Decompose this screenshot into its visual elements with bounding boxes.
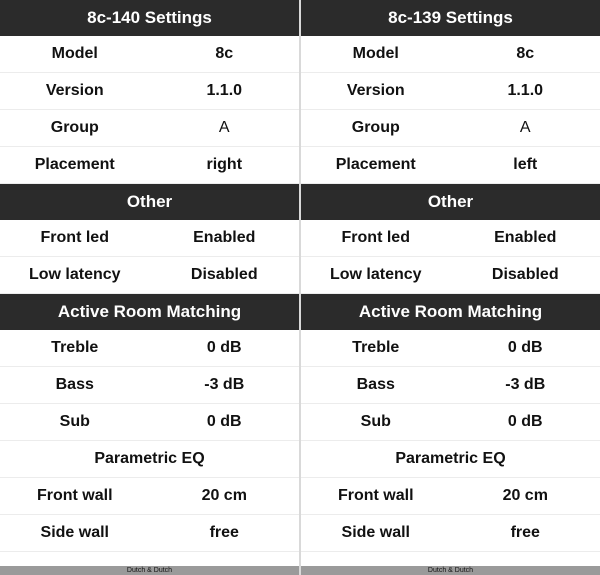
- treble-label: Treble: [51, 339, 99, 356]
- group-label: Group: [351, 119, 400, 136]
- model-value: 8c: [215, 45, 234, 62]
- other-section-header: Other: [0, 184, 299, 220]
- low-latency-label: Low latency: [329, 266, 422, 283]
- front-wall-row[interactable]: [0, 478, 299, 515]
- model-value: 8c: [516, 45, 535, 62]
- placement-label: Placement: [34, 156, 115, 173]
- front-wall-label: Front wall: [36, 487, 113, 504]
- sub-label: Sub: [59, 413, 90, 430]
- side-wall-label: Side wall: [341, 524, 410, 541]
- front-led-row[interactable]: [301, 220, 600, 257]
- low-latency-row[interactable]: [301, 257, 600, 294]
- treble-row[interactable]: [301, 330, 600, 367]
- side-wall-value[interactable]: free: [510, 524, 540, 541]
- parametric-eq-header: Parametric EQ: [0, 441, 299, 478]
- group-row[interactable]: [301, 110, 600, 147]
- placement-value[interactable]: left: [513, 156, 538, 173]
- sub-row[interactable]: [0, 404, 299, 441]
- panel-title: 8c-139 Settings: [301, 0, 600, 36]
- bass-row[interactable]: [301, 367, 600, 404]
- front-wall-label: Front wall: [337, 487, 414, 504]
- placement-row[interactable]: [301, 147, 600, 184]
- placement-value[interactable]: right: [206, 156, 243, 173]
- active-room-matching-header: Active Room Matching: [301, 294, 600, 330]
- version-label: Version: [346, 82, 405, 99]
- side-wall-row[interactable]: [301, 515, 600, 552]
- front-wall-value[interactable]: 20 cm: [502, 487, 548, 504]
- version-row: [0, 73, 299, 110]
- parametric-eq-header: Parametric EQ: [301, 441, 600, 478]
- front-wall-row[interactable]: [301, 478, 600, 515]
- model-row: [0, 36, 299, 73]
- treble-value[interactable]: 0 dB: [206, 339, 242, 356]
- version-label: Version: [45, 82, 104, 99]
- model-label: Model: [352, 45, 399, 62]
- low-latency-value[interactable]: Disabled: [190, 266, 258, 283]
- front-led-label: Front led: [40, 229, 109, 246]
- group-value[interactable]: A: [218, 119, 230, 136]
- other-section-header: Other: [301, 184, 600, 220]
- low-latency-row[interactable]: [0, 257, 299, 294]
- brand-footer: Dutch & Dutch: [0, 566, 299, 575]
- group-label: Group: [50, 119, 99, 136]
- sub-value[interactable]: 0 dB: [206, 413, 242, 430]
- bass-value[interactable]: -3 dB: [204, 376, 245, 393]
- model-label: Model: [51, 45, 98, 62]
- sub-value[interactable]: 0 dB: [507, 413, 543, 430]
- front-led-label: Front led: [341, 229, 410, 246]
- bass-row[interactable]: [0, 367, 299, 404]
- side-wall-label: Side wall: [40, 524, 109, 541]
- treble-value[interactable]: 0 dB: [507, 339, 543, 356]
- front-wall-value[interactable]: 20 cm: [201, 487, 247, 504]
- bass-label: Bass: [55, 376, 94, 393]
- group-row[interactable]: [0, 110, 299, 147]
- sub-row[interactable]: [301, 404, 600, 441]
- placement-label: Placement: [335, 156, 416, 173]
- bass-value[interactable]: -3 dB: [505, 376, 546, 393]
- speaker-settings-panel-left: [0, 0, 299, 575]
- brand-footer: Dutch & Dutch: [301, 566, 600, 575]
- speaker-settings-panel-right: [301, 0, 600, 575]
- model-row: [301, 36, 600, 73]
- placement-row[interactable]: [0, 147, 299, 184]
- treble-label: Treble: [352, 339, 400, 356]
- sub-label: Sub: [360, 413, 391, 430]
- bass-label: Bass: [356, 376, 395, 393]
- version-value: 1.1.0: [507, 82, 544, 99]
- side-wall-value[interactable]: free: [209, 524, 239, 541]
- low-latency-value[interactable]: Disabled: [491, 266, 559, 283]
- panel-title: 8c-140 Settings: [0, 0, 299, 36]
- group-value[interactable]: A: [519, 119, 531, 136]
- treble-row[interactable]: [0, 330, 299, 367]
- version-row: [301, 73, 600, 110]
- front-led-value[interactable]: Enabled: [193, 229, 256, 246]
- low-latency-label: Low latency: [28, 266, 121, 283]
- side-wall-row[interactable]: [0, 515, 299, 552]
- front-led-value[interactable]: Enabled: [494, 229, 557, 246]
- front-led-row[interactable]: [0, 220, 299, 257]
- version-value: 1.1.0: [206, 82, 243, 99]
- active-room-matching-header: Active Room Matching: [0, 294, 299, 330]
